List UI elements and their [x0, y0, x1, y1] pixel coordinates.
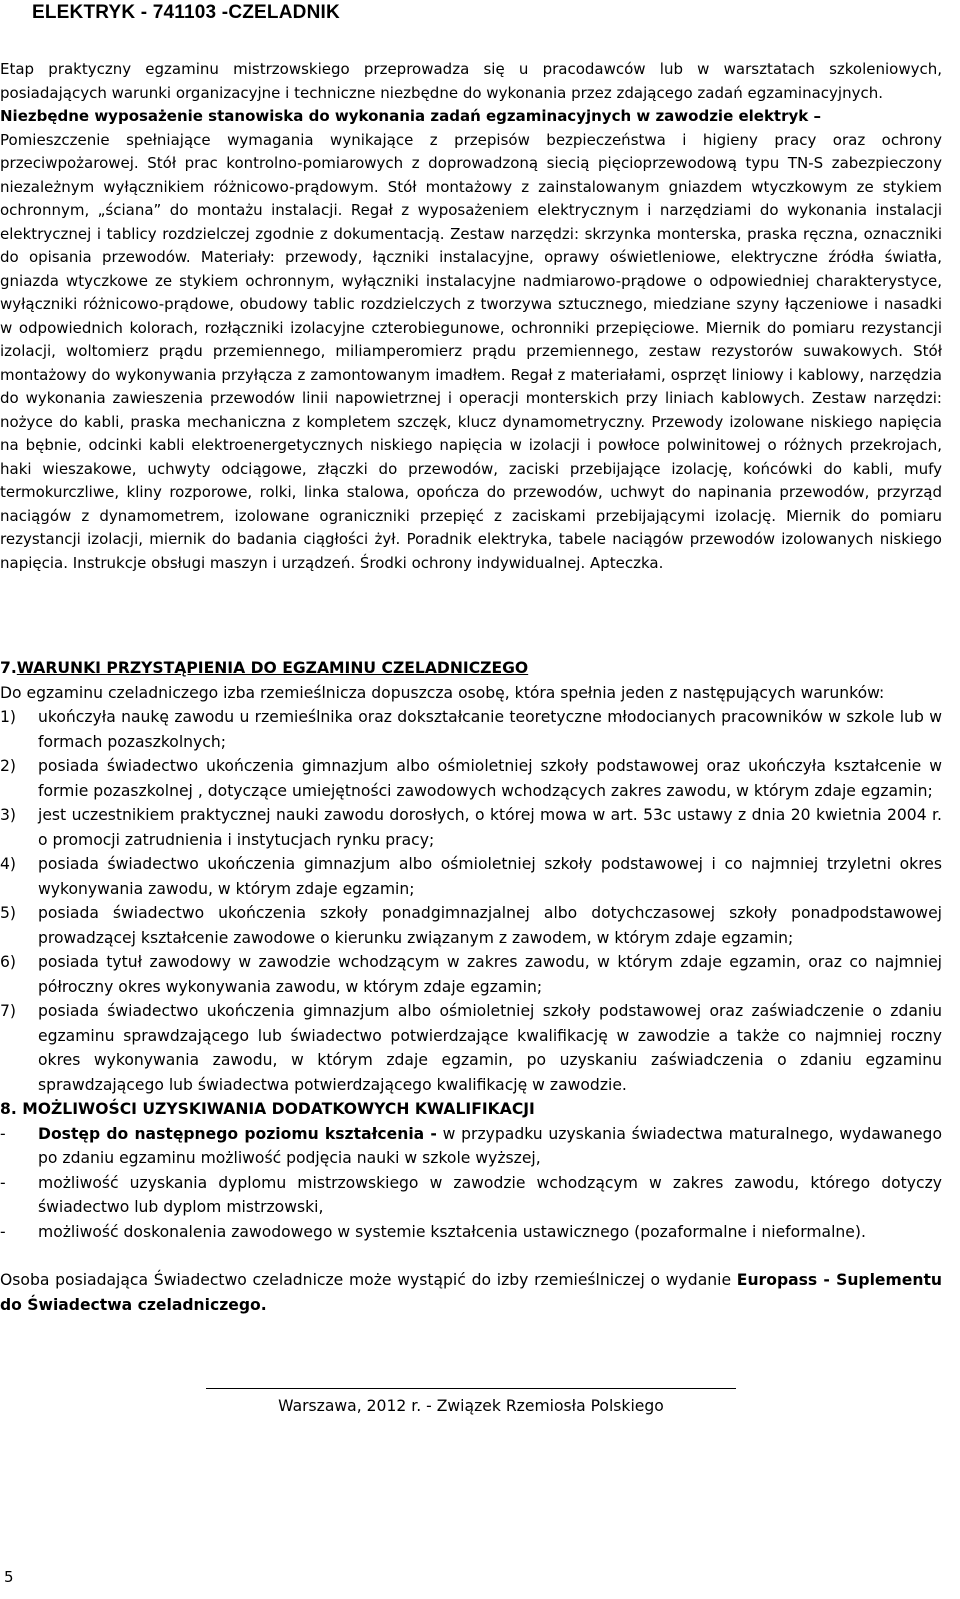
list-item [0, 754, 942, 803]
item-number: 2) [0, 757, 17, 775]
item-text: ukończyła naukę zawodu u rzemieślnika oraz dokształcanie teoretyczne młodocianych pracowników w szkole lub w formach pozaszkolnych; [38, 708, 942, 751]
item-dash: - [0, 1173, 6, 1192]
document-header: ELEKTRYK - 741103 -CZELADNIK [32, 2, 340, 23]
intro-section [0, 58, 942, 575]
item-number: 1) [0, 708, 17, 726]
item-number: 6) [0, 953, 17, 971]
item-text: możliwość uzyskania dyplomu mistrzowskiego w zawodzie wchodzącym w zakres zawodu, którego dotyczy świadectwo lub dyplom mistrzowski, [38, 1173, 942, 1216]
section-7-heading [0, 656, 942, 681]
section-8-heading: 8. MOŻLIWOŚCI UZYSKIWANIA DODATKOWYCH KWALIFIKACJI [0, 1100, 535, 1118]
list-item [0, 1220, 942, 1245]
closing-paragraph [0, 1268, 942, 1317]
closing-bold: Europass - Suplementu do Świadectwa czeladniczego. [0, 1271, 942, 1314]
signature-line [206, 1388, 736, 1389]
list-item [0, 852, 942, 901]
intro-paragraph: Etap praktyczny egzaminu mistrzowskiego przeprowadza się u pracodawców lub w warsztatach szkoleniowych, posiadających warunki organizacyjne i techniczne niezbędne do wykonania przez zdającego zadań egzaminacyjnych. [0, 60, 942, 102]
conditions-list [0, 705, 942, 1097]
qualifications-list [0, 1122, 942, 1245]
equipment-text: Pomieszczenie spełniające wymagania wynikające z przepisów bezpieczeństwa i higieny pracy oraz ochrony przeciwpożarowej. Stół prac kontrolno-pomiarowych z doprowadzoną siecią pięcioprzewodową typu TN-S zabezpieczony niezależnym wyłącznikiem różnicowo-prądowym. Stół montażowy z zainstalowanym gniazdem wtyczkowym ze stykiem ochronnym, „ściana” do montażu instalacji. Regał z wyposażeniem elektrycznym i narzędziami do wykonania instalacji elektrycznej i tablicy rozdzielczej zgodnie z dokumentacją. Zestaw narzędzi: skrzynka monterska, praska ręczna, oznaczniki do opisania przewodów. Materiały: przewody, łączniki instalacyjne, oprawy oświetleniowe, elektryczne źródła światła, gniazda wtyczkowe ze stykiem ochronnym, wyłączniki instalacyjne nadmiarowo-prądowe o odpowiedniej charakterystyce, wyłączniki różnicowo-prądowe, obudowy tablic rozdzielczych z tworzywa sztucznego, miedziane szyny łączeniowe i nasadki w odpowiednich kolorach, rozłączniki izolacyjne czterobiegunowe, ochronniki przepięciowe. Miernik do pomiaru rezystancji izolacji, woltomierz prądu przemiennego, miliamperomierz prądu przemiennego, zestaw rezystorów suwakowych. Stół montażowy do wykonywania przyłącza z zamontowanym imadłem. Regał z materiałami, osprzęt liniowy i kablowy, narzędzia do wykonania zawieszenia przewodów linii napowietrznej i operacji monterskich przy liniach kablowych. Zestaw narzędzi: nożyce do kabli, praska mechaniczna z kompletem szczęk, klucz dynamometryczny. Przewody izolowane niskiego napięcia na bębnie, odcinki kabli elektroenergetycznych niskiego napięcia w izolacji i powłoce polwinitowej o różnych przekrojach, haki wieszakowe, uchwyty odciągowe, złączki do przewodów, zaciski przebijające izolację, końcówki do kabli, mufy termokurczliwe, kliny rozporowe, rolki, linka stalowa, opończa do przewodów, uchwyt do napinania przewodów, przyrząd naciągów z dynamometrem, izolowane ograniczniki przepięć z zaciskami przebijającymi izolację. Miernik do pomiaru rezystancji izolacji, miernik do badania ciągłości żył. Poradnik elektryka, tabele naciągów przewodów izolowanych niskiego napięcia. Instrukcje obsługi maszyn i urządzeń. Środki ochrony indywidualnej. Apteczka. [0, 130, 942, 572]
equipment-paragraph [0, 105, 942, 575]
item-text: posiada świadectwo ukończenia szkoły ponadgimnazjalnej albo dotychczasowej szkoły ponadpodstawowej prowadzącej kształcenie zawodowe o kierunku związanym z zawodem, w którym zdaje egzamin; [38, 904, 942, 947]
list-item [0, 1171, 942, 1220]
section-7-title: WARUNKI PRZYSTĄPIENIA DO EGZAMINU CZELADNICZEGO [16, 659, 529, 677]
item-text: posiada świadectwo ukończenia gimnazjum albo ośmioletniej szkoły podstawowej oraz ukończyła kształcenie w formie pozaszkolnej , dotyczące umiejętności zawodowych wchodzących zakres zawodu, w którym zdaje egzamin; [38, 757, 942, 800]
page-number: 5 [4, 1568, 14, 1586]
item-dash: - [0, 1124, 6, 1143]
item-text: posiada świadectwo ukończenia gimnazjum albo ośmioletniej szkoły podstawowej i co najmniej trzyletni okres wykonywania zawodu, w którym zdaje egzamin; [38, 855, 942, 898]
equipment-heading: Niezbędne wyposażenie stanowiska do wykonania zadań egzaminacyjnych w zawodzie elektryk – [0, 107, 821, 125]
section-7-lead: Do egzaminu czeladniczego izba rzemieślnicza dopuszcza osobę, która spełnia jeden z następujących warunków: [0, 683, 885, 702]
item-number: 3) [0, 806, 17, 824]
item-text: posiada tytuł zawodowy w zawodzie wchodzącym w zakres zawodu, w którym zdaje egzamin, oraz co najmniej półroczny okres wykonywania zawodu, w którym zdaje egzamin; [38, 953, 942, 996]
section-7 [0, 656, 942, 1317]
item-text: posiada świadectwo ukończenia gimnazjum albo ośmioletniej szkoły podstawowej oraz zaświadczenie o zdaniu egzaminu sprawdzającego lub świadectwo potwierdzające kwalifikację w zawodzie a także co najmniej roczny okres wykonywania zawodu, w którym zdaje egzamin, po uzyskaniu zaświadczenia o zdaniu egzaminu sprawdzającego lub świadectwa potwierdzającego kwalifikację w zawodzie. [38, 1002, 942, 1094]
list-item [0, 705, 942, 754]
list-item [0, 950, 942, 999]
item-number: 5) [0, 904, 17, 922]
section-7-number: 7. [0, 659, 17, 677]
list-item [0, 803, 942, 852]
list-item [0, 901, 942, 950]
signature-text: Warszawa, 2012 r. - Związek Rzemiosła Polskiego [278, 1397, 664, 1415]
item-number: 7) [0, 1002, 17, 1020]
item-text: możliwość doskonalenia zawodowego w systemie kształcenia ustawicznego (pozaformalne i nieformalne). [38, 1222, 866, 1241]
list-item [0, 999, 942, 1097]
list-item [0, 1122, 942, 1171]
closing-text: Osoba posiadająca Świadectwo czeladnicze może wystąpić do izby rzemieślniczej o wydanie [0, 1271, 737, 1289]
item-text: jest uczestnikiem praktycznej nauki zawodu dorosłych, o której mowa w art. 53c ustawy z dnia 20 kwietnia 2004 r. o promocji zatrudnienia i instytucjach rynku pracy; [38, 806, 942, 849]
item-bold-lead: Dostęp do następnego poziomu kształcenia - [38, 1124, 437, 1143]
item-number: 4) [0, 855, 17, 873]
item-dash: - [0, 1222, 6, 1241]
item-text: w przypadku uzyskania świadectwa maturalnego, wydawanego po zdaniu egzaminu możliwość podjęcia nauki w szkole wyższej, [38, 1124, 942, 1167]
